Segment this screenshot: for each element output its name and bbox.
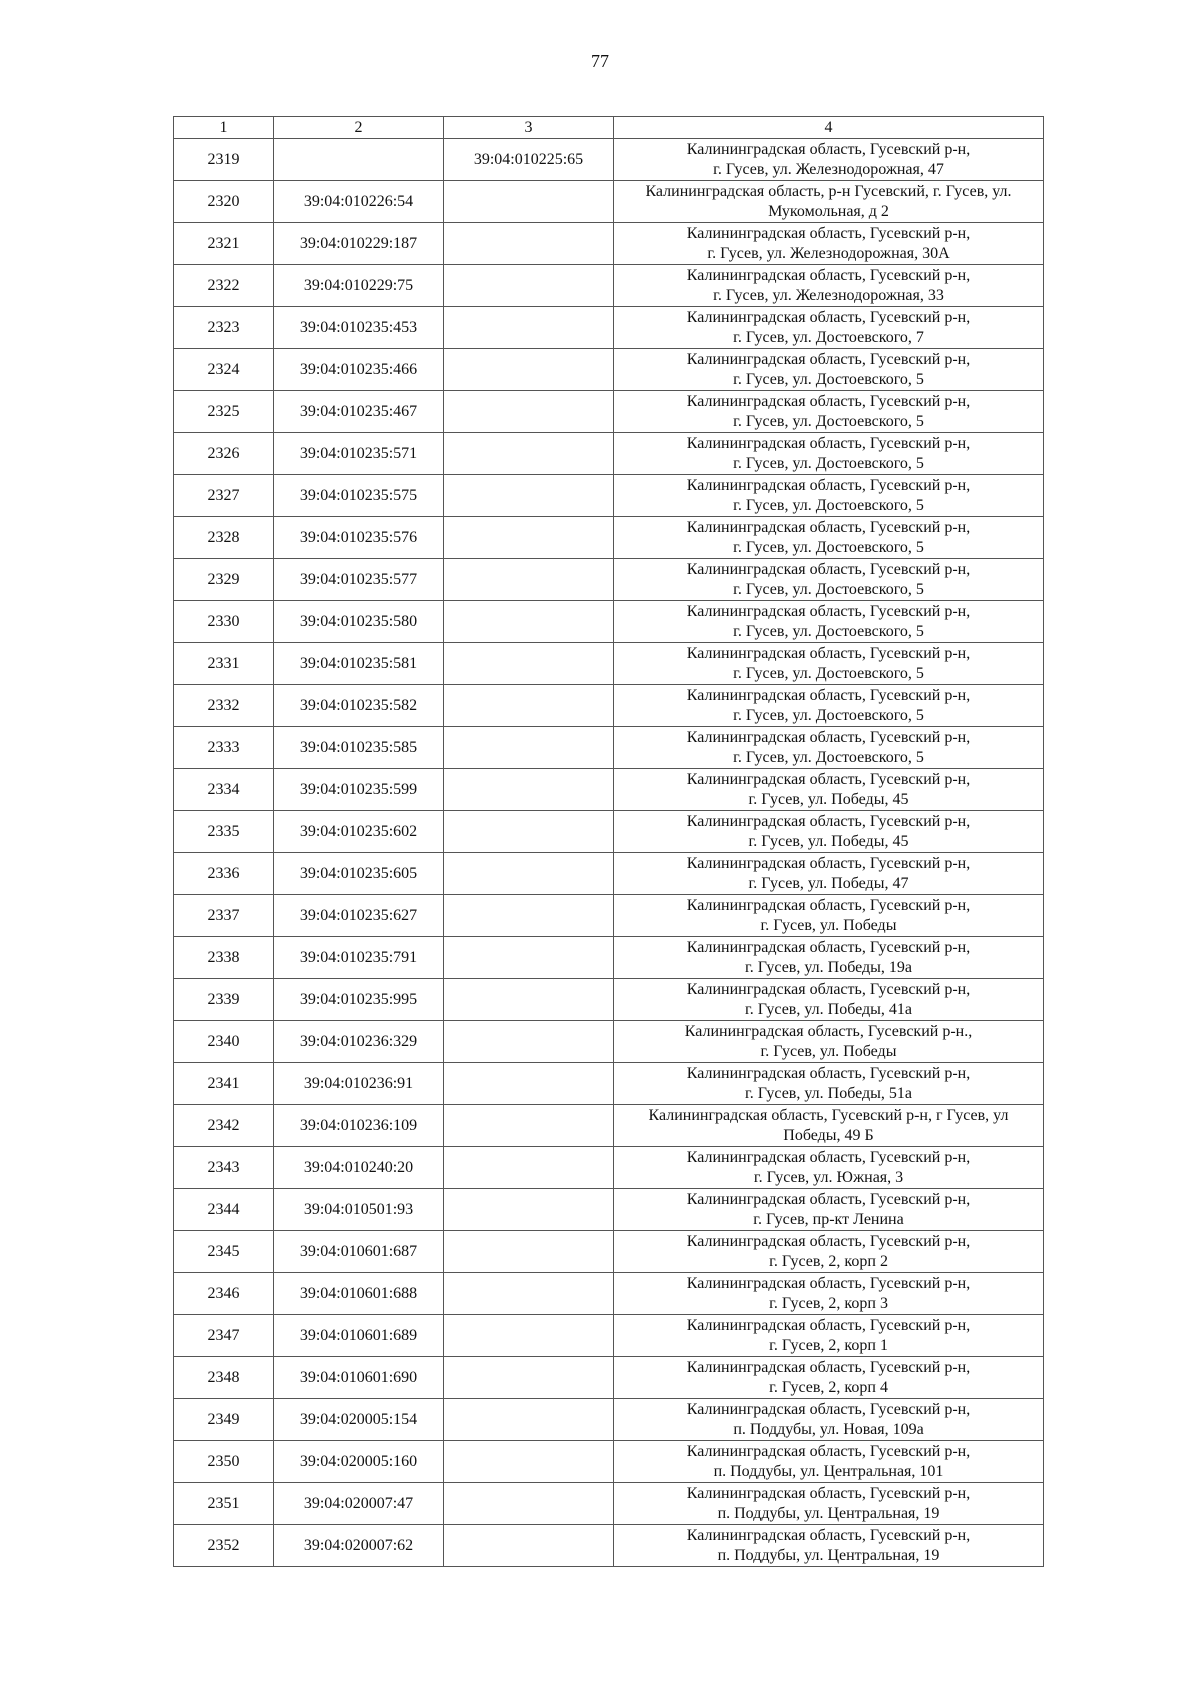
table-row bbox=[174, 181, 1044, 223]
table-row bbox=[174, 517, 1044, 559]
address-cell bbox=[614, 559, 1044, 601]
cadastral-number-alt-cell bbox=[444, 1021, 614, 1063]
address-cell bbox=[614, 643, 1044, 685]
row-number-cell: 2333 bbox=[174, 727, 274, 769]
cadastral-number-alt-cell bbox=[444, 1399, 614, 1441]
address-line: Калининградская область, Гусевский р-н, bbox=[686, 1316, 971, 1334]
address-line: Калининградская область, Гусевский р-н, bbox=[686, 728, 971, 746]
address-cell bbox=[614, 1273, 1044, 1315]
table-row bbox=[174, 1357, 1044, 1399]
address-line: г. Гусев, 2, корп 1 bbox=[769, 1336, 888, 1354]
address-line: г. Гусев, ул. Победы bbox=[760, 1042, 897, 1060]
header-row bbox=[174, 117, 1044, 139]
cadastral-number-alt-cell bbox=[444, 559, 614, 601]
address-line: Мукомольная, д 2 bbox=[768, 202, 889, 220]
column-header-3: 3 bbox=[444, 117, 614, 139]
address-line: г. Гусев, 2, корп 4 bbox=[769, 1378, 888, 1396]
table-row bbox=[174, 349, 1044, 391]
cadastral-number-cell: 39:04:010235:576 bbox=[274, 517, 444, 559]
address-line: Калининградская область, Гусевский р-н, bbox=[686, 1148, 971, 1166]
cadastral-number-alt-cell bbox=[444, 1483, 614, 1525]
cadastral-number-cell: 39:04:010235:571 bbox=[274, 433, 444, 475]
address-cell bbox=[614, 853, 1044, 895]
row-number-cell: 2323 bbox=[174, 307, 274, 349]
row-number-cell: 2346 bbox=[174, 1273, 274, 1315]
row-number-cell: 2331 bbox=[174, 643, 274, 685]
table-row bbox=[174, 1189, 1044, 1231]
address-line: Калининградская область, Гусевский р-н, bbox=[686, 308, 971, 326]
address-line: г. Гусев, ул. Победы, 51а bbox=[745, 1084, 912, 1102]
address-line: Победы, 49 Б bbox=[783, 1126, 874, 1144]
address-line: Калининградская область, Гусевский р-н, bbox=[686, 1064, 971, 1082]
address-cell bbox=[614, 1021, 1044, 1063]
address-cell bbox=[614, 601, 1044, 643]
cadastral-number-cell: 39:04:010235:585 bbox=[274, 727, 444, 769]
cadastral-number-cell: 39:04:010235:602 bbox=[274, 811, 444, 853]
cadastral-number-alt-cell bbox=[444, 811, 614, 853]
address-line: Калининградская область, Гусевский р-н, bbox=[686, 1190, 971, 1208]
address-line: г. Гусев, ул. Победы, 41а bbox=[745, 1000, 912, 1018]
address-line: Калининградская область, Гусевский р-н, bbox=[686, 602, 971, 620]
table-row bbox=[174, 979, 1044, 1021]
cadastral-number-cell: 39:04:010235:995 bbox=[274, 979, 444, 1021]
address-line: Калининградская область, Гусевский р-н, bbox=[686, 518, 971, 536]
cadastral-number-cell: 39:04:010226:54 bbox=[274, 181, 444, 223]
cadastral-number-alt-cell bbox=[444, 1189, 614, 1231]
table-row bbox=[174, 1315, 1044, 1357]
row-number-cell: 2322 bbox=[174, 265, 274, 307]
address-cell bbox=[614, 1483, 1044, 1525]
address-line: г. Гусев, ул. Южная, 3 bbox=[753, 1168, 904, 1186]
table-row bbox=[174, 1399, 1044, 1441]
cadastral-number-cell: 39:04:010235:580 bbox=[274, 601, 444, 643]
cadastral-number-alt-cell bbox=[444, 937, 614, 979]
table-row bbox=[174, 601, 1044, 643]
cadastral-number-cell: 39:04:010601:688 bbox=[274, 1273, 444, 1315]
cadastral-number-alt-cell bbox=[444, 265, 614, 307]
address-cell bbox=[614, 895, 1044, 937]
table-row bbox=[174, 853, 1044, 895]
address-line: п. Поддубы, ул. Центральная, 101 bbox=[713, 1462, 944, 1480]
column-header-2: 2 bbox=[274, 117, 444, 139]
table-row bbox=[174, 643, 1044, 685]
cadastral-number-alt-cell bbox=[444, 1273, 614, 1315]
table-row bbox=[174, 475, 1044, 517]
cadastral-number-alt-cell: 39:04:010225:65 bbox=[444, 139, 614, 181]
cadastral-number-cell: 39:04:010501:93 bbox=[274, 1189, 444, 1231]
address-line: Калининградская область, р-н Гусевский, г. Гусев, ул. bbox=[645, 182, 1012, 200]
table-row bbox=[174, 223, 1044, 265]
cadastral-number-cell: 39:04:020007:62 bbox=[274, 1525, 444, 1567]
row-number-cell: 2347 bbox=[174, 1315, 274, 1357]
address-line: Калининградская область, Гусевский р-н, bbox=[686, 1232, 971, 1250]
table-row bbox=[174, 265, 1044, 307]
address-line: г. Гусев, ул. Железнодорожная, 33 bbox=[713, 286, 944, 304]
address-line: Калининградская область, Гусевский р-н, bbox=[686, 1526, 971, 1544]
address-line: г. Гусев, ул. Победы, 45 bbox=[748, 832, 909, 850]
address-cell bbox=[614, 1441, 1044, 1483]
table-row bbox=[174, 559, 1044, 601]
cadastral-number-cell: 39:04:010235:453 bbox=[274, 307, 444, 349]
cadastral-number-cell: 39:04:010601:690 bbox=[274, 1357, 444, 1399]
address-cell bbox=[614, 1105, 1044, 1147]
cadastral-number-alt-cell bbox=[444, 433, 614, 475]
column-header-4: 4 bbox=[614, 117, 1044, 139]
row-number-cell: 2321 bbox=[174, 223, 274, 265]
cadastral-number-cell: 39:04:010236:329 bbox=[274, 1021, 444, 1063]
address-line: Калининградская область, Гусевский р-н, bbox=[686, 434, 971, 452]
address-line: Калининградская область, Гусевский р-н, bbox=[686, 1274, 971, 1292]
address-cell bbox=[614, 265, 1044, 307]
cadastral-number-cell: 39:04:010235:575 bbox=[274, 475, 444, 517]
cadastral-number-cell: 39:04:010235:791 bbox=[274, 937, 444, 979]
table-row bbox=[174, 1147, 1044, 1189]
cadastral-number-alt-cell bbox=[444, 1105, 614, 1147]
row-number-cell: 2351 bbox=[174, 1483, 274, 1525]
address-cell bbox=[614, 769, 1044, 811]
table-row bbox=[174, 895, 1044, 937]
address-cell bbox=[614, 727, 1044, 769]
row-number-cell: 2330 bbox=[174, 601, 274, 643]
address-line: Калининградская область, Гусевский р-н, bbox=[686, 350, 971, 368]
cadastral-number-cell: 39:04:010229:187 bbox=[274, 223, 444, 265]
row-number-cell: 2349 bbox=[174, 1399, 274, 1441]
address-line: г. Гусев, ул. Достоевского, 5 bbox=[733, 496, 924, 514]
table-row bbox=[174, 433, 1044, 475]
cadastral-number-alt-cell bbox=[444, 1525, 614, 1567]
address-line: Калининградская область, Гусевский р-н, bbox=[686, 770, 971, 788]
cadastral-number-alt-cell bbox=[444, 1357, 614, 1399]
cadastral-number-cell: 39:04:010236:91 bbox=[274, 1063, 444, 1105]
address-line: г. Гусев, пр-кт Ленина bbox=[753, 1210, 904, 1228]
row-number-cell: 2344 bbox=[174, 1189, 274, 1231]
cadastral-number-alt-cell bbox=[444, 685, 614, 727]
row-number-cell: 2338 bbox=[174, 937, 274, 979]
cadastral-number-alt-cell bbox=[444, 1063, 614, 1105]
table-row bbox=[174, 727, 1044, 769]
cadastral-number-alt-cell bbox=[444, 475, 614, 517]
address-line: г. Гусев, ул. Победы, 47 bbox=[748, 874, 909, 892]
address-cell bbox=[614, 1147, 1044, 1189]
cadastral-number-alt-cell bbox=[444, 517, 614, 559]
column-header-1: 1 bbox=[174, 117, 274, 139]
table-body bbox=[174, 139, 1044, 1567]
cadastral-number-alt-cell bbox=[444, 1441, 614, 1483]
row-number-cell: 2337 bbox=[174, 895, 274, 937]
address-cell bbox=[614, 811, 1044, 853]
cadastral-number-cell: 39:04:020005:154 bbox=[274, 1399, 444, 1441]
address-line: Калининградская область, Гусевский р-н, bbox=[686, 1400, 971, 1418]
row-number-cell: 2325 bbox=[174, 391, 274, 433]
address-line: Калининградская область, Гусевский р-н, bbox=[686, 1442, 971, 1460]
table-row bbox=[174, 1525, 1044, 1567]
cadastral-number-alt-cell bbox=[444, 307, 614, 349]
cadastral-number-alt-cell bbox=[444, 727, 614, 769]
address-line: Калининградская область, Гусевский р-н, bbox=[686, 812, 971, 830]
address-line: г. Гусев, ул. Достоевского, 7 bbox=[733, 328, 924, 346]
address-cell bbox=[614, 139, 1044, 181]
row-number-cell: 2348 bbox=[174, 1357, 274, 1399]
address-line: г. Гусев, ул. Достоевского, 5 bbox=[733, 664, 924, 682]
row-number-cell: 2320 bbox=[174, 181, 274, 223]
row-number-cell: 2332 bbox=[174, 685, 274, 727]
row-number-cell: 2319 bbox=[174, 139, 274, 181]
row-number-cell: 2328 bbox=[174, 517, 274, 559]
row-number-cell: 2342 bbox=[174, 1105, 274, 1147]
table-row bbox=[174, 1441, 1044, 1483]
cadastral-number-cell: 39:04:010236:109 bbox=[274, 1105, 444, 1147]
row-number-cell: 2326 bbox=[174, 433, 274, 475]
address-line: г. Гусев, ул. Победы bbox=[760, 916, 897, 934]
row-number-cell: 2341 bbox=[174, 1063, 274, 1105]
table-row bbox=[174, 769, 1044, 811]
address-line: г. Гусев, ул. Достоевского, 5 bbox=[733, 706, 924, 724]
table-row bbox=[174, 307, 1044, 349]
row-number-cell: 2334 bbox=[174, 769, 274, 811]
row-number-cell: 2329 bbox=[174, 559, 274, 601]
cadastral-number-alt-cell bbox=[444, 223, 614, 265]
address-cell bbox=[614, 1357, 1044, 1399]
address-line: г. Гусев, ул. Победы, 19а bbox=[745, 958, 912, 976]
address-cell bbox=[614, 1525, 1044, 1567]
address-line: г. Гусев, ул. Достоевского, 5 bbox=[733, 748, 924, 766]
address-line: Калининградская область, Гусевский р-н, bbox=[686, 644, 971, 662]
cadastral-number-alt-cell bbox=[444, 1147, 614, 1189]
row-number-cell: 2352 bbox=[174, 1525, 274, 1567]
row-number-cell: 2343 bbox=[174, 1147, 274, 1189]
cadastral-number-cell: 39:04:010235:582 bbox=[274, 685, 444, 727]
address-cell bbox=[614, 433, 1044, 475]
page-number: 77 bbox=[591, 51, 609, 71]
address-cell bbox=[614, 391, 1044, 433]
address-cell bbox=[614, 937, 1044, 979]
cadastral-number-alt-cell bbox=[444, 895, 614, 937]
row-number-cell: 2345 bbox=[174, 1231, 274, 1273]
table-row bbox=[174, 685, 1044, 727]
address-line: г. Гусев, ул. Достоевского, 5 bbox=[733, 454, 924, 472]
registry-table bbox=[173, 116, 1044, 1567]
address-line: Калининградская область, Гусевский р-н, bbox=[686, 896, 971, 914]
cadastral-number-cell: 39:04:020005:160 bbox=[274, 1441, 444, 1483]
cadastral-number-cell: 39:04:010601:687 bbox=[274, 1231, 444, 1273]
cadastral-number-cell: 39:04:010235:581 bbox=[274, 643, 444, 685]
address-cell bbox=[614, 349, 1044, 391]
cadastral-number-cell: 39:04:020007:47 bbox=[274, 1483, 444, 1525]
cadastral-number-alt-cell bbox=[444, 181, 614, 223]
row-number-cell: 2340 bbox=[174, 1021, 274, 1063]
table-row bbox=[174, 139, 1044, 181]
row-number-cell: 2335 bbox=[174, 811, 274, 853]
address-line: г. Гусев, ул. Достоевского, 5 bbox=[733, 622, 924, 640]
cadastral-number-cell: 39:04:010235:627 bbox=[274, 895, 444, 937]
address-line: Калининградская область, Гусевский р-н, bbox=[686, 1484, 971, 1502]
address-line: г. Гусев, 2, корп 2 bbox=[769, 1252, 888, 1270]
address-line: г. Гусев, ул. Железнодорожная, 30А bbox=[707, 244, 950, 262]
address-line: г. Гусев, 2, корп 3 bbox=[769, 1294, 888, 1312]
address-line: п. Поддубы, ул. Центральная, 19 bbox=[717, 1504, 940, 1522]
address-line: Калининградская область, Гусевский р-н, bbox=[686, 1358, 971, 1376]
address-line: Калининградская область, Гусевский р-н, bbox=[686, 476, 971, 494]
address-cell bbox=[614, 979, 1044, 1021]
address-line: Калининградская область, Гусевский р-н., bbox=[684, 1022, 973, 1040]
table-header bbox=[174, 117, 1044, 139]
table-row bbox=[174, 391, 1044, 433]
row-number-cell: 2324 bbox=[174, 349, 274, 391]
cadastral-number-cell: 39:04:010235:599 bbox=[274, 769, 444, 811]
table-row bbox=[174, 937, 1044, 979]
cadastral-number-cell: 39:04:010235:605 bbox=[274, 853, 444, 895]
address-cell bbox=[614, 517, 1044, 559]
address-line: Калининградская область, Гусевский р-н, bbox=[686, 560, 971, 578]
row-number-cell: 2327 bbox=[174, 475, 274, 517]
cadastral-number-alt-cell bbox=[444, 601, 614, 643]
table-row bbox=[174, 811, 1044, 853]
address-line: Калининградская область, Гусевский р-н, bbox=[686, 266, 971, 284]
address-line: Калининградская область, Гусевский р-н, bbox=[686, 140, 971, 158]
address-cell bbox=[614, 1189, 1044, 1231]
table-row bbox=[174, 1483, 1044, 1525]
address-line: Калининградская область, Гусевский р-н, г Гусев, ул bbox=[648, 1106, 1009, 1124]
address-line: п. Поддубы, ул. Новая, 109а bbox=[733, 1420, 924, 1438]
row-number-cell: 2339 bbox=[174, 979, 274, 1021]
table-row bbox=[174, 1273, 1044, 1315]
address-line: Калининградская область, Гусевский р-н, bbox=[686, 938, 971, 956]
address-line: Калининградская область, Гусевский р-н, bbox=[686, 854, 971, 872]
address-line: г. Гусев, ул. Достоевского, 5 bbox=[733, 538, 924, 556]
table-row bbox=[174, 1021, 1044, 1063]
address-cell bbox=[614, 1315, 1044, 1357]
table-row bbox=[174, 1105, 1044, 1147]
address-cell bbox=[614, 475, 1044, 517]
cadastral-number-cell: 39:04:010601:689 bbox=[274, 1315, 444, 1357]
address-line: Калининградская область, Гусевский р-н, bbox=[686, 686, 971, 704]
address-line: г. Гусев, ул. Достоевского, 5 bbox=[733, 580, 924, 598]
address-line: п. Поддубы, ул. Центральная, 19 bbox=[717, 1546, 940, 1564]
cadastral-number-cell: 39:04:010235:577 bbox=[274, 559, 444, 601]
cadastral-number-alt-cell bbox=[444, 769, 614, 811]
cadastral-number-cell: 39:04:010235:466 bbox=[274, 349, 444, 391]
address-cell bbox=[614, 307, 1044, 349]
address-cell bbox=[614, 1399, 1044, 1441]
cadastral-number-alt-cell bbox=[444, 853, 614, 895]
address-line: г. Гусев, ул. Железнодорожная, 47 bbox=[713, 160, 944, 178]
address-line: г. Гусев, ул. Достоевского, 5 bbox=[733, 370, 924, 388]
address-line: г. Гусев, ул. Победы, 45 bbox=[748, 790, 909, 808]
address-cell bbox=[614, 1063, 1044, 1105]
cadastral-number-cell bbox=[274, 139, 444, 181]
address-cell bbox=[614, 181, 1044, 223]
address-cell bbox=[614, 223, 1044, 265]
cadastral-number-alt-cell bbox=[444, 349, 614, 391]
address-line: г. Гусев, ул. Достоевского, 5 bbox=[733, 412, 924, 430]
cadastral-number-cell: 39:04:010240:20 bbox=[274, 1147, 444, 1189]
cadastral-number-alt-cell bbox=[444, 979, 614, 1021]
table-row bbox=[174, 1231, 1044, 1273]
cadastral-number-cell: 39:04:010229:75 bbox=[274, 265, 444, 307]
table-row bbox=[174, 1063, 1044, 1105]
address-line: Калининградская область, Гусевский р-н, bbox=[686, 980, 971, 998]
cadastral-number-cell: 39:04:010235:467 bbox=[274, 391, 444, 433]
address-line: Калининградская область, Гусевский р-н, bbox=[686, 392, 971, 410]
address-cell bbox=[614, 1231, 1044, 1273]
cadastral-number-alt-cell bbox=[444, 643, 614, 685]
address-cell bbox=[614, 685, 1044, 727]
row-number-cell: 2350 bbox=[174, 1441, 274, 1483]
cadastral-number-alt-cell bbox=[444, 391, 614, 433]
address-line: Калининградская область, Гусевский р-н, bbox=[686, 224, 971, 242]
row-number-cell: 2336 bbox=[174, 853, 274, 895]
cadastral-number-alt-cell bbox=[444, 1315, 614, 1357]
cadastral-number-alt-cell bbox=[444, 1231, 614, 1273]
